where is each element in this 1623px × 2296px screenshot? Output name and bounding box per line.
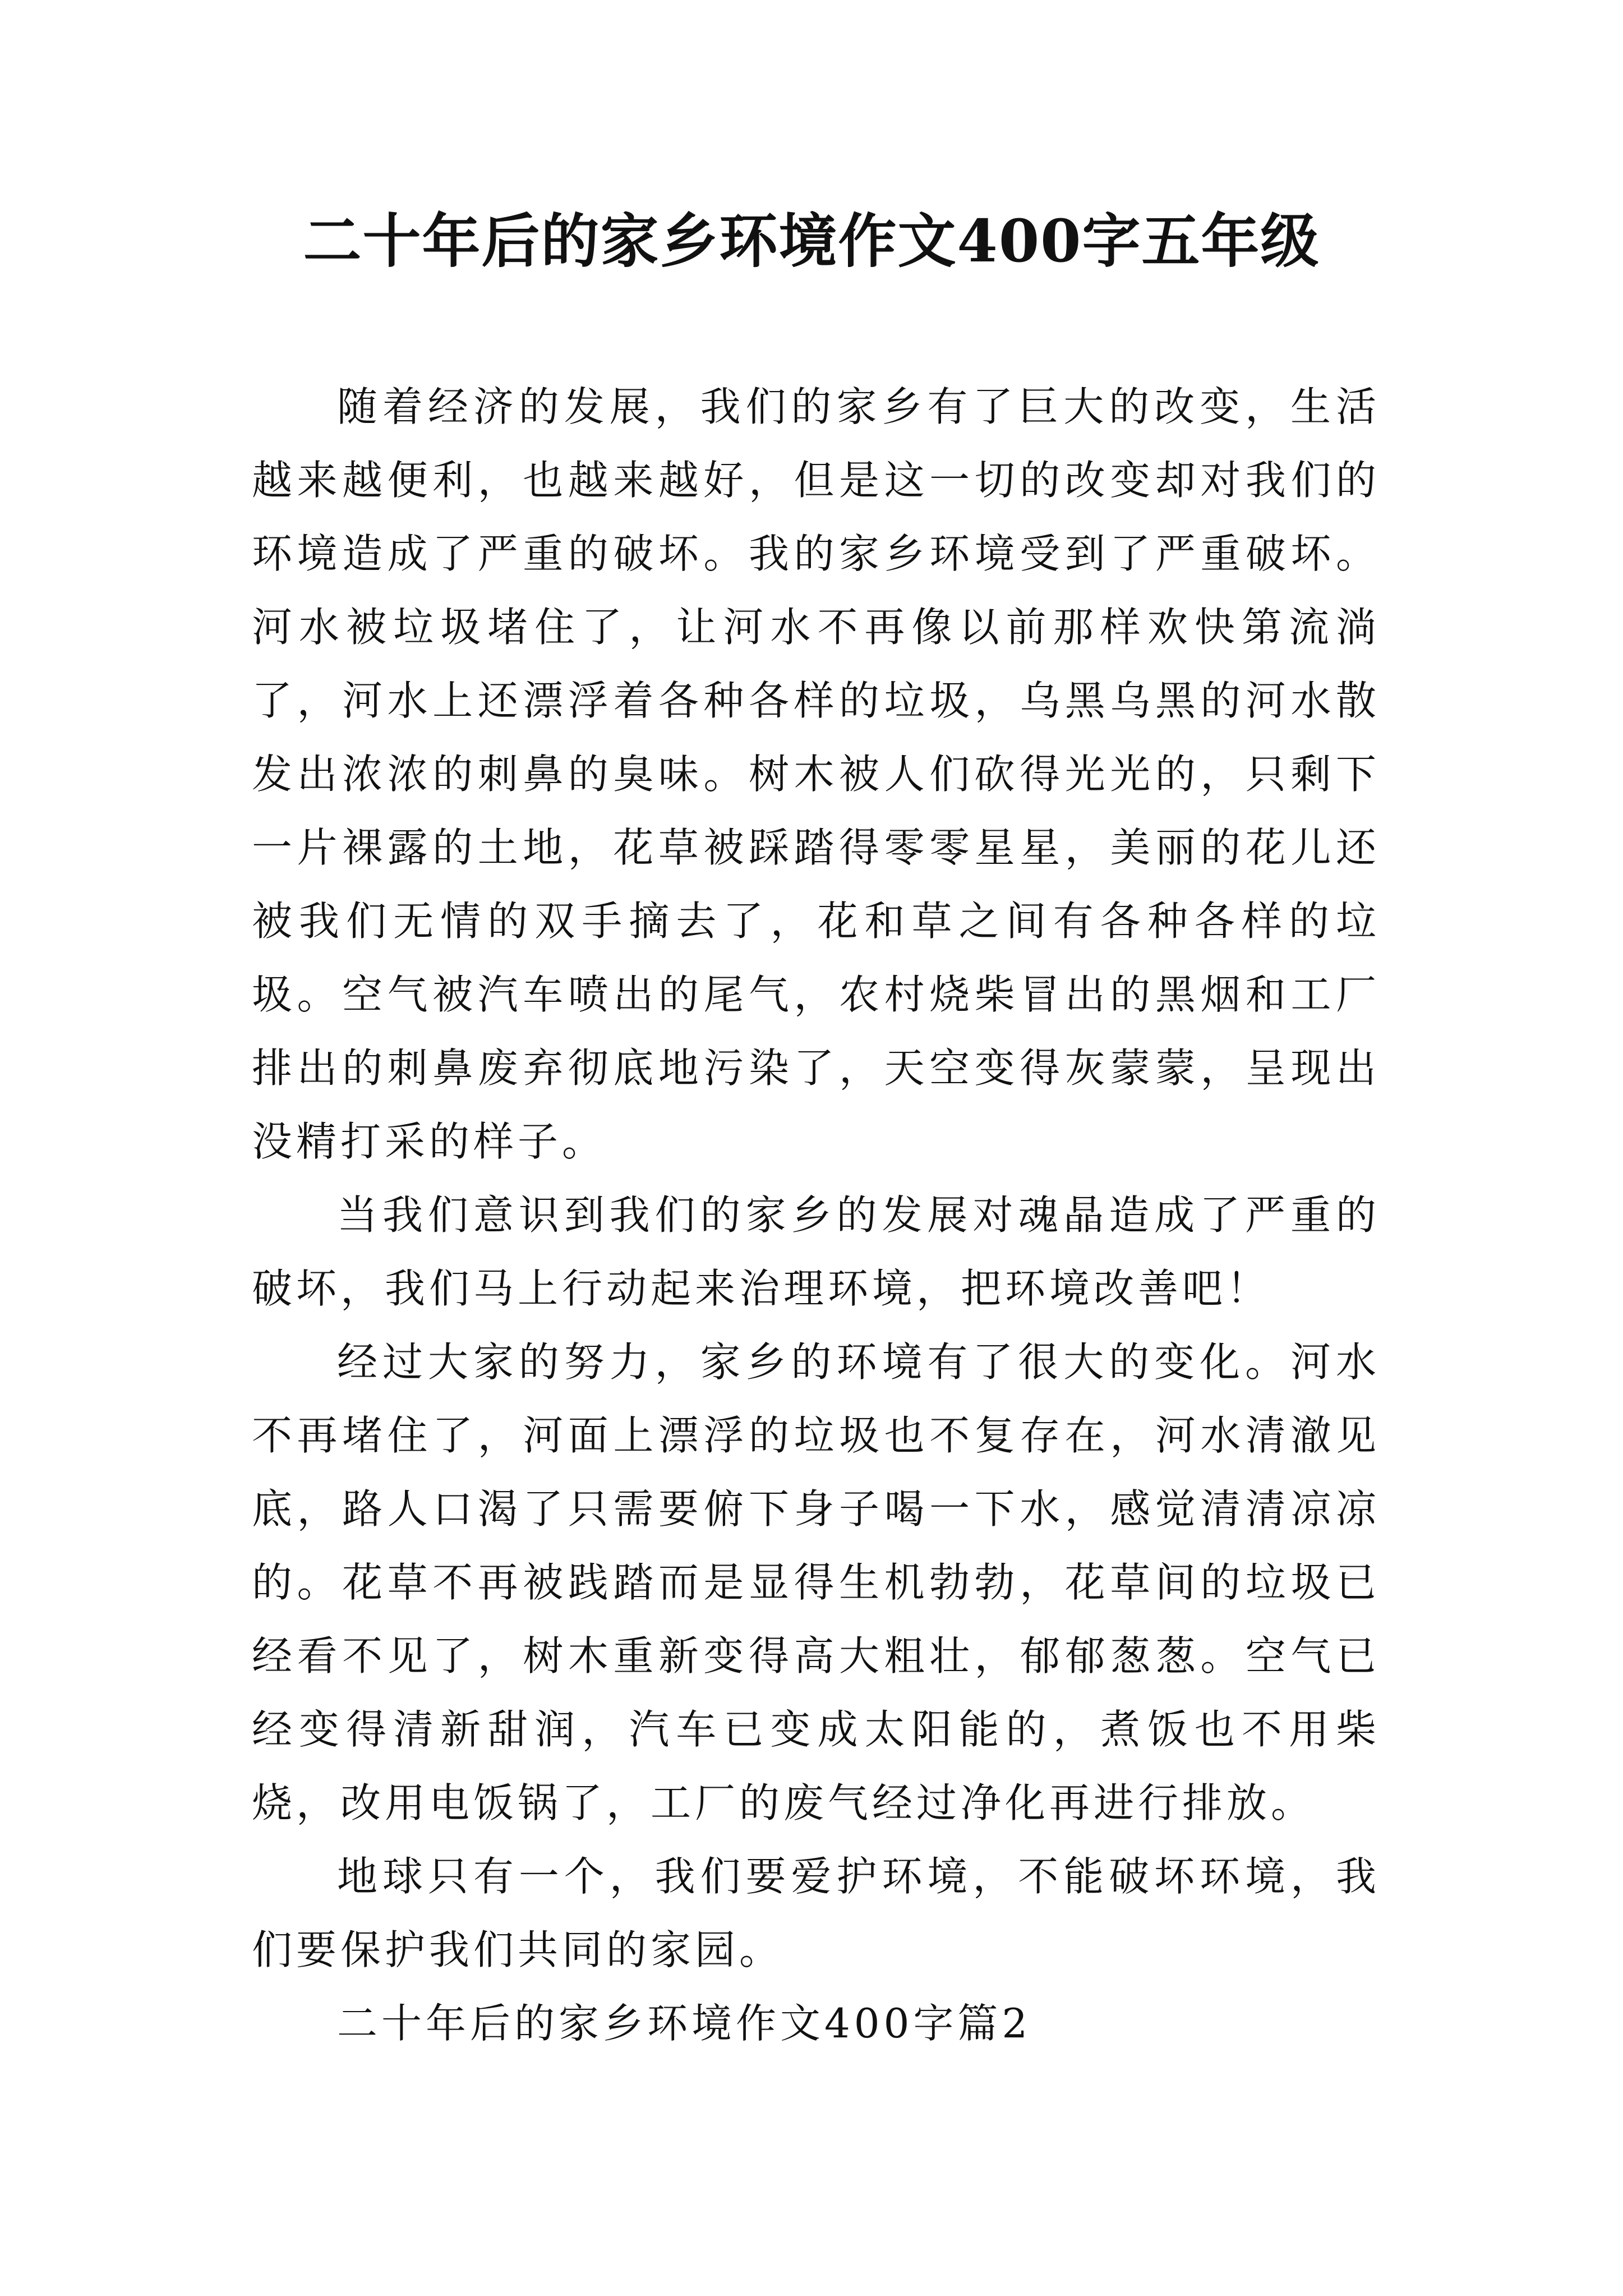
paragraph-4: 地球只有一个，我们要爱护环境，不能破坏环境，我们要保护我们共同的家园。 <box>252 1853 1380 1973</box>
section-heading-2: 二十年后的家乡环境作文400字篇2 <box>337 2000 1032 2047</box>
document-title: 二十年后的家乡环境作文400字五年级 <box>303 206 1320 275</box>
paragraph-1: 随着经济的发展，我们的家乡有了巨大的改变，生活越来越便利，也越来越好，但是这一切的改变却对我们的环境造成了严重的破坏。我的家乡环境受到了严重破坏。河水被垃圾堵住了，让河水不再像以前那样欢快第流淌了，河水上还漂浮着各种各样的垃圾，乌黑乌黑的河水散发出浓浓的刺鼻的臭味。树木被人们砍得光光的，只剩下一片裸露的土地，花草被踩踏得零零星星，美丽的花儿还被我们无情的双手摘去了，花和草之间有各种各样的垃圾。空气被汽车喷出的尾气，农村烧柴冒出的黑烟和工厂排出的刺鼻废弃彻底地污染了，天空变得灰蒙蒙，呈现出没精打采的样子。 <box>252 383 1380 1165</box>
paragraph-2: 当我们意识到我们的家乡的发展对魂晶造成了严重的破坏，我们马上行动起来治理环境，把环境改善吧！ <box>252 1191 1380 1312</box>
paragraph-3: 经过大家的努力，家乡的环境有了很大的变化。河水不再堵住了，河面上漂浮的垃圾也不复存在，河水清澈见底，路人口渴了只需要俯下身子喝一下水，感觉清清凉凉的。花草不再被践踏而是显得生机勃勃，花草间的垃圾已经看不见了，树木重新变得高大粗壮，郁郁葱葱。空气已经变得清新甜润，汽车已变成太阳能的，煮饭也不用柴烧，改用电饭锅了，工厂的废气经过净化再进行排放。 <box>252 1338 1380 1826</box>
document-body <box>252 370 1380 2060</box>
